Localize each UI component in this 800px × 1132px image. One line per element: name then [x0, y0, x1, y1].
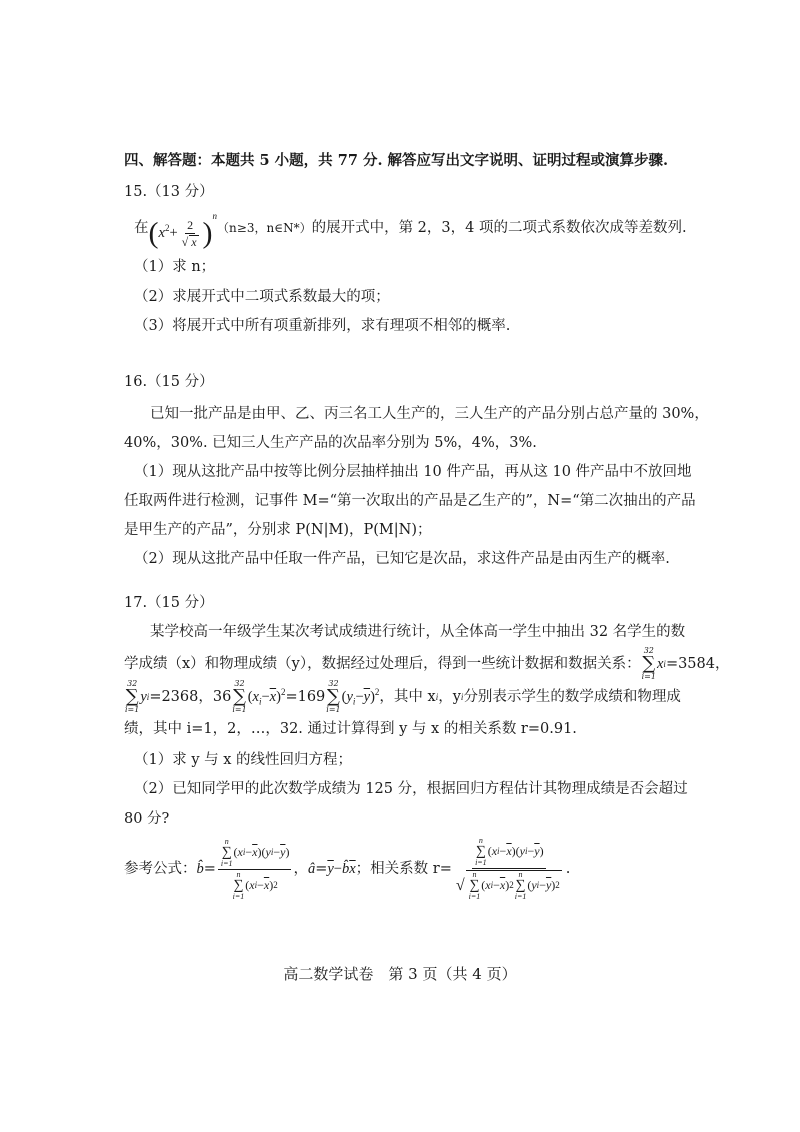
q17-var-y: y [140, 689, 147, 705]
reference-formula: 参考公式： b̂ = n ∑ i=1 ( x i − $\overline{x}$ )( y i − $\overline{y}$ ) n ∑ i=1 ( x i − $\overline{x}$ ) 2 ， â = $\overline{y}-b̂\overline{x}$ ；相关系数 r= n ∑ i=1 ( x i − $\overline{x}$ )( y i − $\overline{y}$ ) √ n ∑ i=1 ( x i − $\overline{x}$ ) 2 n ∑ i=1 ( y i − $\overline{y}$ ) 2 . [124, 836, 571, 901]
correlation-label: ；相关系数 r= [355, 861, 452, 877]
q17-line-2-value: =3584， [665, 656, 730, 672]
b-hat-fraction: n ∑ i=1 ( x i − $\overline{x}$ )( y i − $\overline{y}$ ) n ∑ i=1 ( x i − $\overline{x}$ ) 2 [218, 838, 292, 901]
q17-line-2-text: 学成绩（x）和物理成绩（y），数据经过处理后，得到一些统计数据和数据关系： [124, 656, 641, 672]
a-hat-equals: = [315, 861, 328, 877]
a-hat: â [307, 861, 316, 877]
q16-line-6: （2）现从这批产品中任取一件产品，已知它是次品，求这件产品是由丙生产的概率. [134, 551, 670, 567]
q17-equals-169: =169 [285, 689, 326, 705]
q15-stem-condition: （n≥3，n∈N*） [217, 221, 312, 235]
q17-sq-dev-y: $(y_i-\overline{y})^2$ [341, 687, 380, 707]
q16-line-3: （1）现从这批产品中按等比例分层抽样抽出 10 件产品，再从这 10 件产品中不放回地 [134, 464, 692, 480]
q17-sum-y-value: =2368，36 [149, 689, 232, 705]
r-fraction: n ∑ i=1 ( x i − $\overline{x}$ )( y i − $\overline{y}$ ) √ n ∑ i=1 ( x i − $\overline{x}$ ) 2 n ∑ i=1 ( y i − $\overline{y}$ ) 2 [455, 836, 560, 901]
b-hat: b̂ [196, 861, 204, 877]
q15-header: 15.（13 分） [124, 184, 214, 200]
q16-line-5: 是甲生产的产品”，分别求 P(N|M)，P(M|N)； [124, 522, 432, 538]
sum-symbol: 32 ∑ i=1 [232, 679, 247, 714]
q17-line-3: 32 ∑ i=1 y i =2368，36 32 ∑ i=1 $(x_i-\overline{x})^2$ =169 32 ∑ i=1 $(y_i-\overline{y})^2$ ，其中 x i ，y i 分别表示学生的数学成绩和物理成 [125, 679, 681, 714]
q15-part-1: （1）求 n； [134, 259, 216, 275]
q15-part-3: （3）将展开式中所有项重新排列，求有理项不相邻的概率. [134, 318, 511, 334]
q16-header: 16.（15 分） [124, 374, 214, 390]
q17-line-3-tail: 分别表示学生的数学成绩和物理成 [463, 689, 681, 705]
sum-symbol: 32 ∑ i=1 [326, 679, 341, 714]
q15-stem-suffix: 的展开式中，第 2，3，4 项的二项式系数依次成等差数列. [311, 220, 687, 236]
q17-part-2-line-1: （2）已知同学甲的此次数学成绩为 125 分，根据回归方程估计其物理成绩是否会超过 [134, 781, 688, 797]
q15-stem [134, 210, 687, 250]
q17-header: 17.（15 分） [124, 595, 214, 611]
q15-stem-prefix: 在 [134, 220, 149, 236]
q17-where-y: ，y [438, 689, 461, 705]
q17-line-2: 学成绩（x）和物理成绩（y），数据经过处理后，得到一些统计数据和数据关系： 32 ∑ i=1 x i =3584， [124, 646, 730, 681]
section-heading: 四、解答题：本题共 5 小题，共 77 分. 解答应写出文字说明、证明过程或演算步骤. [124, 152, 669, 169]
q16-line-1: 已知一批产品是由甲、乙、丙三名工人生产的，三人生产的产品分别占总产量的 30%， [150, 406, 709, 422]
q17-line-1: 某学校高一年级学生某次考试成绩进行统计，从全体高一学生中抽出 32 名学生的数 [150, 624, 686, 640]
q17-part-1: （1）求 y 与 x 的线性回归方程； [134, 752, 353, 768]
q17-line-4: 绩，其中 i=1，2，…，32. 通过计算得到 y 与 x 的相关系数 r=0.91. [124, 721, 577, 737]
a-hat-expression: $\overline{y}-b̂\overline{x}$ [327, 861, 356, 877]
page-footer: 高二数学试卷 第 3 页（共 4 页） [283, 965, 517, 983]
q17-sq-dev-x: $(x_i-\overline{x})^2$ [247, 687, 286, 707]
q17-line-2-var: x [656, 656, 664, 672]
sum-symbol: 32 ∑ i=1 [125, 679, 140, 714]
q17-part-2-line-2: 80 分? [124, 811, 170, 827]
sum-symbol: 32 ∑ i=1 [641, 646, 656, 681]
formula-label: 参考公式： [124, 861, 197, 877]
formula-separator: ， [293, 861, 308, 877]
q16-line-2: 40%，30%. 已知三人生产产品的次品率分别为 5%，4%，3%. [124, 435, 537, 451]
q17-where-x: ，其中 x [379, 689, 436, 705]
q15-binomial: ($x^2+$ $\frac{2}{√ x}$ )$^n$ [148, 211, 218, 250]
q16-line-4: 任取两件进行检测，记事件 M=“第一次取出的产品是乙生产的”，N=“第二次抽出的产品 [124, 493, 696, 509]
q15-part-2: （2）求展开式中二项式系数最大的项； [134, 289, 390, 305]
